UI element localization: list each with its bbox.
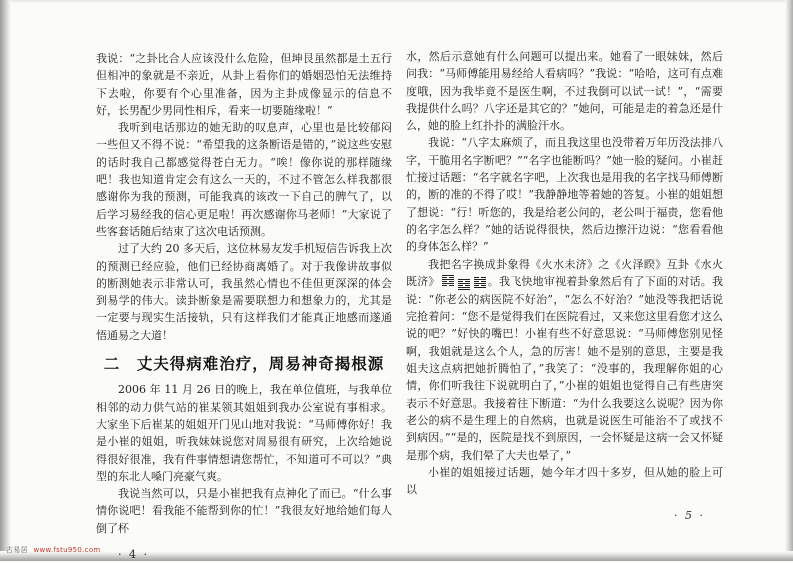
scan-edge-top bbox=[0, 0, 793, 3]
page-number: · 5 · bbox=[674, 509, 705, 523]
right-page bbox=[406, 48, 723, 525]
paragraph: 2006 年 11 月 26 日的晚上，我在单位值班，与我单位相邻的动力供气站的崔某领其姐姐到我办公室说有事相求。大家坐下后崔某的姐姐开门见山地对我说：“马师傅你好！我是小崔的姐姐，听我妹妹说您对周易很有研究，上次给她说得很好很准，我有件事情想请您帮忙，不知道可不可以？”典型的东北人嗓门亮豪气爽。 bbox=[96, 383, 392, 483]
hexagram-icon bbox=[442, 275, 454, 287]
paragraph: 我说：“八字太麻烦了，而且我这里也没带着万年历没法排八字，干脆用名字断吧？”“名字也能断吗？”她一脸的疑问。小崔赶忙接过话题：“名字就名字吧，上次我也是用我的名字找马师傅断的，断的准的不得了哎！”我静静地等着她的答复。小崔的姐姐想了想说：“行！听您的，我是给老公问的，老公叫于福贵，您看他的名字怎么样？”她的话说得很快，然后边擦汗边说：“您看看他的身体怎么样？” bbox=[406, 136, 723, 254]
chapter-heading: 二 丈夫得病难治疗，周易神奇揭根源 bbox=[103, 354, 385, 374]
page-number: · 4 · bbox=[118, 548, 149, 562]
watermark bbox=[6, 545, 101, 555]
paragraph: 过了大约 20 多天后，这位林易友发手机短信告诉我上次的预测已经应验，他们已经协商离婚了。对于我像讲故事似的断测她表示非常认可，我虽然心情也不佳但更深深的体会到易学的伟大。读卦断象是需要联想力和想象力的，尤其是一定要与现实生活接轨，只有这样我们才能真正地感而遂通悟通易之大道！ bbox=[96, 242, 392, 342]
paragraph: 我说：“之卦比合人应该没什么危险，但坤艮虽然都是土五行但相冲的象就是不亲近，从卦上看你们的婚姻恐怕无法维持下去啦，你要有个心里准备，因为主卦成像显示的信息不好，长男配少男同性相斥，看来一切要随缘啦！” bbox=[96, 52, 392, 117]
paragraph: 水，然后示意她有什么问题可以提出来。她看了一眼妹妹，然后问我：“马师傅能用易经给人看病吗？”我说：“哈哈，这可有点难度哦，因为我毕竟不是医生啊，不过我倒可以试一试！”，“需要我提供什么吗？八字还是其它的？”她问，可能是走的着急还是什么，她的脸上红扑扑的满脸汗水。 bbox=[406, 50, 723, 133]
paragraph: 小崔的姐姐接过话题，她今年才四十多岁，但从她的脸上可以 bbox=[406, 465, 723, 497]
hexagram-icon bbox=[458, 279, 470, 291]
watermark-url: www.fstu950.com bbox=[33, 546, 101, 554]
hexagram-icon bbox=[474, 277, 486, 289]
scan-edge-left bbox=[0, 0, 11, 561]
paragraph: 我听到电话那边的她无助的叹息声，心里也是比较郁闷一些但又不得不说：“希望我的这条断语是错的，”说这些安慰的话时我自己都感觉得苍白无力。“唉！像你说的那样随缘吧！我也知道肯定会有这么一天的，不过不管怎么样我都很感谢你为我的预测，可能我真的该改一下自己的脾气了，以后学习易经我的信心更足啦！再次感谢你马老师！”大家说了些客套话随后结束了这次电话预测。 bbox=[96, 121, 392, 238]
left-page bbox=[96, 50, 392, 563]
paragraph: 我说当然可以，只是小崔把我有点神化了而已。“什么事情你说吧！看我能不能帮到你的忙！”我很友好地给她们每人倒了杯 bbox=[96, 487, 392, 535]
scan-edge-right bbox=[785, 0, 793, 561]
paragraph: 我把名字换成卦象得《火水未济》之《火泽睽》互卦《水火既济》 。我飞快地审视着卦象然后有了下面的对话。我说：“你老公的病医院不好治”，“怎么不好治？”她没等我把话说完抢着问：“您不是觉得我们在医院看过，又来您这里看您才这么说的吧？”好快的嘴巴！小崔有些不好意思说：“马师傅您别见怪啊，我姐就是这么个人，急的厉害！她不是别的意思，主要是我姐夫这点病把她折腾怕了，”我笑了：“没事的，我理解你姐的心情，你们听我往下说就明白了，”小崔的姐姐也觉得自己有些唐突表示不好意思。我接着往下断道：“为什么我要这么说呢？因为你老公的病不是生理上的自然病，也就是说医生可能治不了或找不到病因。”“是的，医院是找不到原因，一会怀疑是这病一会又怀疑是那个病，我们晕了大夫也晕了，” bbox=[406, 257, 723, 462]
watermark-site: 古易居 bbox=[6, 546, 28, 554]
